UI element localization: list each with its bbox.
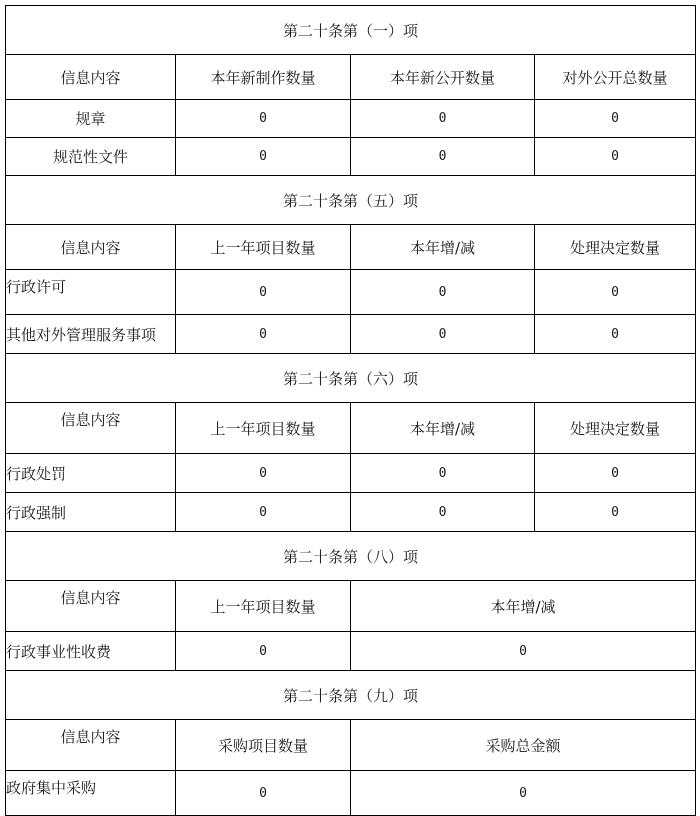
row-label: 规章	[6, 100, 176, 138]
row-label: 规范性文件	[6, 138, 176, 176]
cell-value: 0	[351, 100, 535, 138]
column-header: 信息内容	[6, 720, 176, 771]
column-header-row	[6, 225, 696, 270]
table-row	[6, 315, 696, 354]
column-header: 信息内容	[6, 581, 176, 632]
column-header: 采购项目数量	[176, 720, 351, 771]
cell-value: 0	[176, 100, 351, 138]
cell-value: 0	[535, 493, 696, 532]
cell-value: 0	[535, 315, 696, 354]
column-header: 处理决定数量	[535, 225, 696, 270]
cell-value: 0	[176, 493, 351, 532]
cell-value: 0	[176, 138, 351, 176]
column-header: 对外公开总数量	[535, 55, 696, 100]
column-header-row	[6, 720, 696, 771]
column-header: 本年增/减	[351, 225, 535, 270]
table-row	[6, 632, 696, 671]
column-header-row	[6, 55, 696, 100]
row-label: 其他对外管理服务事项	[6, 315, 176, 354]
column-header: 本年新制作数量	[176, 55, 351, 100]
row-label: 行政强制	[6, 493, 176, 532]
table-row	[6, 454, 696, 493]
cell-value: 0	[176, 771, 351, 816]
column-header-row	[6, 403, 696, 454]
column-header: 采购总金额	[351, 720, 696, 771]
column-header: 信息内容	[6, 55, 176, 100]
cell-value: 0	[351, 315, 535, 354]
column-header: 本年增/减	[351, 581, 696, 632]
section-header-row	[6, 176, 696, 225]
column-header: 信息内容	[6, 403, 176, 454]
column-header-row	[6, 581, 696, 632]
column-header: 本年增/减	[351, 403, 535, 454]
table-row	[6, 138, 696, 176]
section-header-row	[6, 6, 696, 55]
section-title: 第二十条第（八）项	[6, 532, 696, 581]
table-row	[6, 100, 696, 138]
column-header: 信息内容	[6, 225, 176, 270]
cell-value: 0	[535, 138, 696, 176]
disclosure-table	[5, 5, 696, 816]
section-header-row	[6, 532, 696, 581]
cell-value: 0	[535, 454, 696, 493]
cell-value: 0	[351, 270, 535, 315]
table-row	[6, 493, 696, 532]
row-label: 行政处罚	[6, 454, 176, 493]
section-title: 第二十条第（一）项	[6, 6, 696, 55]
column-header: 上一年项目数量	[176, 403, 351, 454]
section-title: 第二十条第（九）项	[6, 671, 696, 720]
cell-value: 0	[176, 454, 351, 493]
cell-value: 0	[351, 138, 535, 176]
table-row	[6, 270, 696, 315]
table-row	[6, 771, 696, 816]
row-label: 政府集中采购	[6, 771, 176, 816]
column-header: 本年新公开数量	[351, 55, 535, 100]
row-label: 行政许可	[6, 270, 176, 315]
cell-value: 0	[176, 270, 351, 315]
cell-value: 0	[535, 100, 696, 138]
cell-value: 0	[351, 632, 696, 671]
section-title: 第二十条第（五）项	[6, 176, 696, 225]
cell-value: 0	[351, 771, 696, 816]
section-header-row	[6, 671, 696, 720]
cell-value: 0	[176, 632, 351, 671]
section-header-row	[6, 354, 696, 403]
column-header: 处理决定数量	[535, 403, 696, 454]
section-title: 第二十条第（六）项	[6, 354, 696, 403]
column-header: 上一年项目数量	[176, 581, 351, 632]
cell-value: 0	[176, 315, 351, 354]
column-header: 上一年项目数量	[176, 225, 351, 270]
cell-value: 0	[535, 270, 696, 315]
cell-value: 0	[351, 493, 535, 532]
cell-value: 0	[351, 454, 535, 493]
row-label: 行政事业性收费	[6, 632, 176, 671]
